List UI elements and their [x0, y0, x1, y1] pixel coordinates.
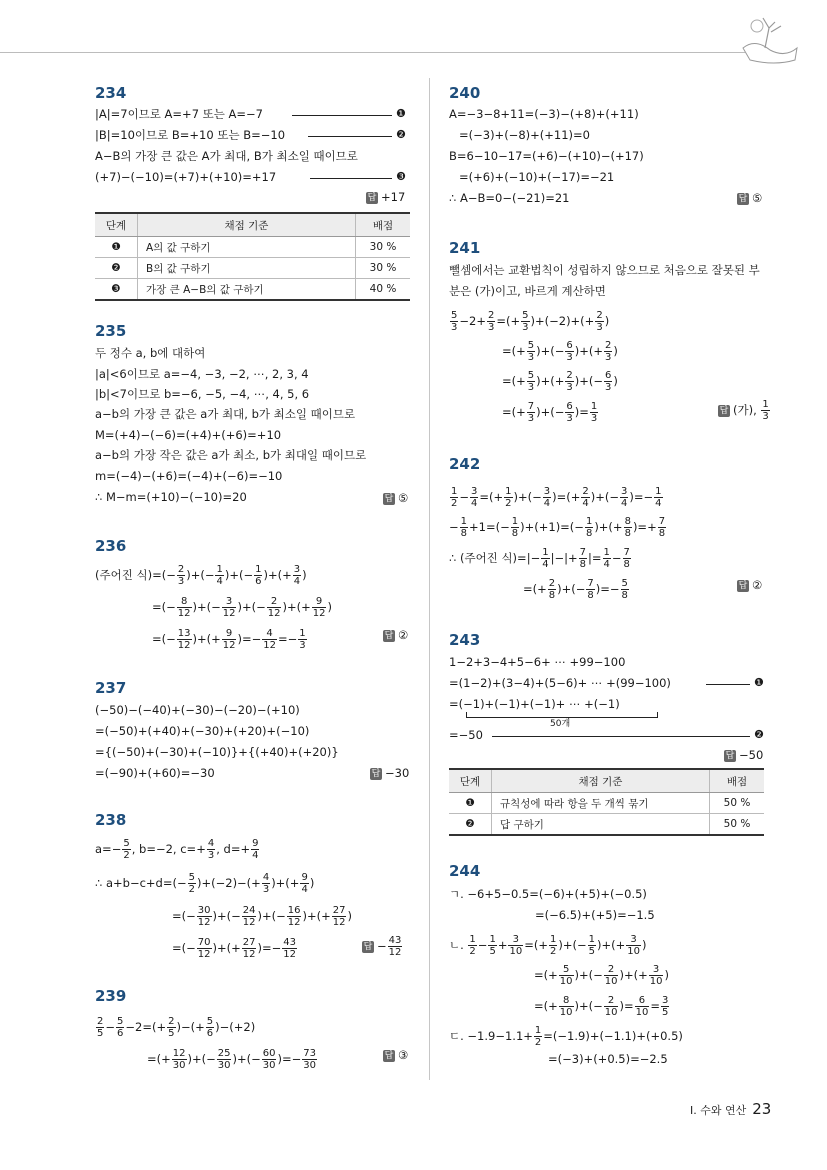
answer-badge: 답 — [738, 193, 748, 204]
fraction: $\frac{1}{4}$ — [655, 486, 662, 509]
math-line: $\frac{5}{3}$ −2+ $\frac{2}{3}$ =(+ $\frac{5}{3}$ )+(−2)+(+ $\frac{2}{3}$ ) — [451, 310, 610, 333]
answer-badge: 답 — [367, 192, 377, 203]
solution-line: a−b의 가장 작은 값은 a가 최소, b가 최대일 때이므로 — [95, 448, 367, 462]
table-header: 단계 — [449, 769, 492, 793]
fraction: $\frac{43}{12}$ — [283, 937, 296, 960]
step-marker-1: ❶ — [754, 676, 764, 689]
answer-242 — [737, 578, 762, 592]
column-divider — [429, 78, 430, 1080]
fraction: $\frac{6}{10}$ — [635, 995, 649, 1018]
fraction: $\frac{2}{3}$ — [605, 340, 612, 363]
fraction: $\frac{27}{12}$ — [242, 937, 256, 960]
math-line: − $\frac{1}{8}$ +1=(− $\frac{1}{8}$ )+(+1)=(− $\frac{1}{8}$ )+(+ $\frac{8}{8}$ )=+ $\frac{7}{8}$ — [449, 516, 666, 539]
fraction: $\frac{1}{3}$ — [762, 399, 769, 422]
solution-line: |B|=10이므로 B=+10 또는 B=−10 — [95, 128, 286, 142]
leader-line — [492, 736, 750, 737]
table-header: 배점 — [356, 213, 411, 237]
answer-value: +17 — [381, 190, 406, 204]
solution-line: ={(−50)+(−30)+(−10)}+{(+40)+(+20)} — [95, 745, 339, 759]
answer-value: ② — [752, 578, 763, 592]
solution-line: =(−3)+(−8)+(+11)=0 — [459, 128, 590, 142]
page-footer — [690, 1100, 771, 1118]
problem-number-236: 236 — [95, 537, 127, 555]
answer-badge: 답 — [738, 580, 748, 591]
answer-badge: 답 — [719, 405, 729, 416]
problem-number-243: 243 — [449, 631, 481, 649]
math-line: ㄴ. $\frac{1}{2}$ − $\frac{1}{5}$ + $\frac{3}{10}$ =(+ $\frac{1}{2}$ )+(− $\frac{1}{5}$ )+(+ $\frac{3}{10}$ ) — [449, 934, 647, 957]
answer-234 — [366, 190, 405, 204]
fraction: $\frac{4}{3}$ — [262, 872, 270, 895]
fraction: $\frac{5}{6}$ — [117, 1016, 124, 1039]
fraction: $\frac{27}{12}$ — [332, 905, 346, 928]
solution-line: ∴ A−B=0−(−21)=21 — [449, 191, 570, 205]
leader-line — [310, 178, 392, 179]
fraction: $\frac{1}{2}$ — [549, 934, 557, 957]
solution-line: 뺄셈에서는 교환법칙이 성립하지 않으므로 처음으로 잘못된 부 — [449, 263, 760, 277]
fraction: $\frac{2}{3}$ — [566, 370, 573, 393]
math-line: =(− $\frac{30}{12}$ )+(− $\frac{24}{12}$ )+(− $\frac{16}{12}$ )+(+ $\frac{27}{12}$ ) — [172, 905, 352, 928]
fraction: $\frac{5}{6}$ — [206, 1016, 214, 1039]
fraction: $\frac{8}{12}$ — [177, 596, 191, 619]
fraction: $\frac{1}{3}$ — [590, 401, 598, 424]
fraction: $\frac{12}{30}$ — [172, 1048, 186, 1071]
answer-badge: 답 — [384, 630, 394, 641]
fraction: $\frac{7}{8}$ — [658, 516, 666, 539]
fraction: $\frac{5}{3}$ — [522, 310, 529, 333]
answer-badge: 답 — [725, 750, 735, 761]
fraction: $\frac{5}{2}$ — [188, 872, 195, 895]
math-line: =(− $\frac{8}{12}$ )+(− $\frac{3}{12}$ )+(− $\frac{2}{12}$ )+(+ $\frac{9}{12}$ ) — [152, 596, 332, 619]
solution-line: =(−3)+(+0.5)=−2.5 — [548, 1052, 668, 1066]
fraction: $\frac{5}{3}$ — [451, 310, 458, 333]
solution-line: ㄱ. −6+5−0.5=(−6)+(+5)+(−0.5) — [449, 887, 647, 901]
solution-line: B=6−10−17=(+6)−(+10)−(+17) — [449, 149, 644, 163]
fraction: $\frac{6}{3}$ — [566, 340, 573, 363]
answer-value: ⑤ — [398, 491, 409, 505]
fraction: $\frac{4}{3}$ — [207, 838, 215, 861]
fraction: $\frac{5}{8}$ — [621, 578, 628, 601]
solution-line: |b|<7이므로 b=−6, −5, −4, ⋯, 4, 5, 6 — [95, 387, 310, 401]
solution-line: (+7)−(−10)=(+7)+(+10)=+17 — [95, 170, 277, 184]
math-line: (주어진 식)=(− $\frac{2}{3}$ )+(− $\frac{1}{4}$ )+(− $\frac{1}{6}$ )+(+ $\frac{3}{4}$ ) — [95, 564, 307, 587]
brace-label: 50개 — [550, 719, 571, 729]
answer-237 — [370, 766, 409, 780]
fraction: $\frac{3}{4}$ — [543, 486, 551, 509]
fraction: $\frac{3}{4}$ — [293, 564, 301, 587]
table-header: 채점 기준 — [138, 213, 356, 237]
fraction: $\frac{6}{3}$ — [566, 401, 573, 424]
solution-line: 분은 (가)이고, 바르게 계산하면 — [449, 284, 606, 298]
fraction: $\frac{3}{5}$ — [661, 995, 669, 1018]
step-marker-1: ❶ — [396, 107, 406, 120]
math-line: =(+ $\frac{7}{3}$ )+(− $\frac{6}{3}$ )= $\frac{1}{3}$ — [502, 401, 598, 424]
answer-239 — [383, 1048, 408, 1062]
answer-value: ⑤ — [752, 191, 763, 205]
fraction: $\frac{1}{2}$ — [505, 486, 512, 509]
answer-243 — [724, 748, 763, 762]
solution-line: A−B의 가장 큰 값은 A가 최대, B가 최소일 때이므로 — [95, 149, 358, 163]
step-marker-2: ❷ — [396, 128, 406, 141]
solution-line: =(1−2)+(3−4)+(5−6)+ ⋯ +(99−100) — [449, 676, 671, 690]
answer-235 — [383, 491, 408, 505]
answer-238 — [362, 935, 403, 958]
math-line: $\frac{2}{5}$ − $\frac{5}{6}$ −2=(+ $\frac{2}{5}$ )−(+ $\frac{5}{6}$ )−(+2) — [97, 1016, 256, 1039]
math-line: $\frac{1}{2}$ − $\frac{3}{4}$ =(+ $\frac{1}{2}$ )+(− $\frac{3}{4}$ )=(+ $\frac{2}{4}$ )+(− $\frac{3}{4}$ )=− $\frac{1}{4}$ — [451, 486, 662, 509]
table-row: ❶ 규칙성에 따라 항을 두 개씩 묶기 50 % — [449, 793, 764, 814]
fraction: $\frac{7}{8}$ — [623, 547, 630, 570]
solution-line: 두 정수 a, b에 대하여 — [95, 346, 206, 360]
fraction: $\frac{2}{3}$ — [487, 310, 495, 333]
fraction: $\frac{3}{4}$ — [471, 486, 478, 509]
grading-table-234 — [95, 212, 410, 301]
fraction: $\frac{2}{10}$ — [604, 995, 618, 1018]
fraction: $\frac{5}{3}$ — [527, 370, 535, 393]
fraction: $\frac{5}{10}$ — [559, 964, 573, 987]
fraction: $\frac{5}{2}$ — [123, 838, 130, 861]
answer-240 — [737, 191, 762, 205]
answer-badge: 답 — [384, 493, 394, 504]
fraction: $\frac{2}{3}$ — [596, 310, 603, 333]
fraction: $\frac{1}{2}$ — [534, 1025, 542, 1048]
fraction: $\frac{70}{12}$ — [197, 937, 211, 960]
corner-illustration-icon — [735, 8, 805, 68]
fraction: $\frac{30}{12}$ — [197, 905, 211, 928]
solution-line: 1−2+3−4+5−6+ ⋯ +99−100 — [449, 655, 626, 669]
answer-badge: 답 — [384, 1050, 394, 1061]
fraction: $\frac{9}{12}$ — [312, 596, 326, 619]
leader-line — [706, 684, 750, 685]
fraction: $\frac{1}{8}$ — [460, 516, 468, 539]
fraction: $\frac{1}{2}$ — [451, 486, 458, 509]
fraction: $\frac{8}{8}$ — [624, 516, 631, 539]
math-line: =(+ $\frac{5}{3}$ )+(− $\frac{6}{3}$ )+(+ $\frac{2}{3}$ ) — [502, 340, 618, 363]
answer-241 — [718, 399, 771, 422]
table-header: 배점 — [710, 769, 765, 793]
fraction: $\frac{24}{12}$ — [242, 905, 256, 928]
fraction: $\frac{1}{4}$ — [603, 547, 610, 570]
grading-table-243 — [449, 768, 764, 836]
answer-badge: 답 — [363, 941, 373, 952]
problem-number-242: 242 — [449, 455, 481, 473]
fraction: $\frac{43}{12}$ — [388, 935, 402, 958]
fraction: $\frac{9}{4}$ — [301, 872, 308, 895]
fraction: $\frac{2}{12}$ — [267, 596, 281, 619]
problem-number-241: 241 — [449, 239, 481, 257]
solution-line: m=(−4)−(+6)=(−4)+(−6)=−10 — [95, 469, 283, 483]
table-header: 단계 — [95, 213, 138, 237]
math-line: =(+ $\frac{5}{10}$ )+(− $\frac{2}{10}$ )+(+ $\frac{3}{10}$ ) — [534, 964, 669, 987]
fraction: $\frac{1}{8}$ — [585, 516, 593, 539]
fraction: $\frac{25}{30}$ — [217, 1048, 231, 1071]
fraction: $\frac{9}{4}$ — [252, 838, 259, 861]
fraction: $\frac{1}{2}$ — [469, 934, 476, 957]
fraction: $\frac{1}{4}$ — [542, 547, 549, 570]
fraction: $\frac{3}{12}$ — [222, 596, 236, 619]
math-line: ∴ a+b−c+d=(− $\frac{5}{2}$ )+(−2)−(+ $\frac{4}{3}$ )+(+ $\frac{9}{4}$ ) — [95, 872, 315, 895]
step-marker-3: ❸ — [396, 170, 406, 183]
problem-number-234: 234 — [95, 84, 127, 102]
answer-value: (가), — [733, 403, 757, 417]
table-row: ❷ 답 구하기 50 % — [449, 814, 764, 836]
solution-line: =(−1)+(−1)+(−1)+ ⋯ +(−1) — [449, 697, 620, 711]
math-line: ∴ (주어진 식)=|− $\frac{1}{4}$ |−|+ $\frac{7}{8}$ |= $\frac{1}{4}$ − $\frac{7}{8}$ — [449, 547, 630, 570]
problem-number-240: 240 — [449, 84, 481, 102]
fraction: $\frac{3}{10}$ — [627, 934, 640, 957]
math-line: =(+ $\frac{12}{30}$ )+(− $\frac{25}{30}$ )+(− $\frac{60}{30}$ )=− $\frac{73}{30}$ — [147, 1048, 316, 1071]
math-line: =(+ $\frac{8}{10}$ )+(− $\frac{2}{10}$ )= $\frac{6}{10}$ = $\frac{3}{5}$ — [534, 995, 669, 1018]
fraction: $\frac{2}{8}$ — [548, 578, 556, 601]
fraction: $\frac{1}{5}$ — [489, 934, 496, 957]
fraction: $\frac{8}{10}$ — [559, 995, 573, 1018]
problem-number-237: 237 — [95, 679, 127, 697]
solution-line: =(−90)+(+60)=−30 — [95, 766, 215, 780]
fraction: $\frac{13}{12}$ — [177, 628, 191, 651]
header-rule — [0, 52, 745, 53]
math-line: =(+ $\frac{5}{3}$ )+(+ $\frac{2}{3}$ )+(− $\frac{6}{3}$ ) — [502, 370, 618, 393]
solution-line: |A|=7이므로 A=+7 또는 A=−7 — [95, 107, 263, 121]
math-line: =(− $\frac{70}{12}$ )+(+ $\frac{27}{12}$ )=− $\frac{43}{12}$ — [172, 937, 296, 960]
fraction: $\frac{5}{3}$ — [527, 340, 535, 363]
fraction: $\frac{6}{3}$ — [605, 370, 612, 393]
fraction: $\frac{73}{30}$ — [303, 1048, 316, 1071]
table-row: ❸ 가장 큰 A−B의 값 구하기 40 % — [95, 279, 410, 301]
answer-value: ③ — [398, 1048, 409, 1062]
math-line: ㄷ. −1.9−1.1+ $\frac{1}{2}$ =(−1.9)+(−1.1)+(+0.5) — [449, 1025, 683, 1048]
answer-236 — [383, 628, 408, 642]
problem-number-239: 239 — [95, 987, 127, 1005]
page-number: 23 — [752, 1100, 772, 1118]
fraction: $\frac{2}{5}$ — [97, 1016, 104, 1039]
solution-line: M=(+4)−(−6)=(+4)+(+6)=+10 — [95, 428, 282, 442]
answer-value: ② — [398, 628, 409, 642]
fraction: $\frac{2}{5}$ — [168, 1016, 175, 1039]
leader-line — [308, 136, 392, 137]
problem-number-238: 238 — [95, 811, 127, 829]
fraction: $\frac{1}{3}$ — [299, 628, 306, 651]
table-row: ❷ B의 값 구하기 30 % — [95, 258, 410, 279]
answer-value: −50 — [739, 748, 764, 762]
solution-line: A=−3−8+11=(−3)−(+8)+(+11) — [449, 107, 639, 121]
fraction: $\frac{3}{10}$ — [509, 934, 523, 957]
solution-line: |a|<6이므로 a=−4, −3, −2, ⋯, 2, 3, 4 — [95, 367, 309, 381]
fraction: $\frac{1}{8}$ — [511, 516, 519, 539]
math-line: =(+ $\frac{2}{8}$ )+(− $\frac{7}{8}$ )=− $\frac{5}{8}$ — [523, 578, 628, 601]
problem-number-235: 235 — [95, 322, 127, 340]
fraction: $\frac{4}{12}$ — [263, 628, 276, 651]
fraction: $\frac{1}{4}$ — [216, 564, 223, 587]
solution-line: ∴ M−m=(+10)−(−10)=20 — [95, 490, 247, 504]
solution-line: =(+6)+(−10)+(−17)=−21 — [459, 170, 615, 184]
fraction: $\frac{16}{12}$ — [287, 905, 301, 928]
chapter-label: Ⅰ. 수와 연산 — [690, 1104, 747, 1117]
answer-badge: 답 — [371, 768, 381, 779]
fraction: $\frac{1}{5}$ — [588, 934, 595, 957]
fraction: $\frac{7}{3}$ — [527, 401, 535, 424]
solution-line: (−50)−(−40)+(−30)−(−20)−(+10) — [95, 703, 300, 717]
fraction: $\frac{2}{4}$ — [582, 486, 589, 509]
math-line: a=− $\frac{5}{2}$ , b=−2, c=+ $\frac{4}{3}$ , d=+ $\frac{9}{4}$ — [95, 838, 259, 861]
fraction: $\frac{2}{3}$ — [177, 564, 185, 587]
fraction: $\frac{7}{8}$ — [579, 547, 586, 570]
fraction: $\frac{3}{4}$ — [621, 486, 628, 509]
problem-number-244: 244 — [449, 862, 481, 880]
step-marker-2: ❷ — [754, 728, 764, 741]
fraction: $\frac{60}{30}$ — [262, 1048, 276, 1071]
fraction: $\frac{9}{12}$ — [222, 628, 236, 651]
solution-line: =(−6.5)+(+5)=−1.5 — [535, 908, 655, 922]
answer-value: −30 — [385, 766, 410, 780]
math-line: =(− $\frac{13}{12}$ )+(+ $\frac{9}{12}$ )=− $\frac{4}{12}$ =− $\frac{1}{3}$ — [152, 628, 306, 651]
leader-line — [292, 115, 392, 116]
table-row: ❶ A의 값 구하기 30 % — [95, 237, 410, 258]
solution-line: =(−50)+(+40)+(−30)+(+20)+(−10) — [95, 724, 310, 738]
fraction: $\frac{2}{10}$ — [604, 964, 618, 987]
fraction: $\frac{3}{10}$ — [649, 964, 663, 987]
fraction: $\frac{1}{6}$ — [255, 564, 262, 587]
fraction: $\frac{7}{8}$ — [587, 578, 594, 601]
answer-value: − $\frac{43}{12}$ — [377, 935, 402, 958]
solution-line: a−b의 가장 큰 값은 a가 최대, b가 최소일 때이므로 — [95, 407, 356, 421]
solution-line: =−50 — [449, 728, 483, 742]
table-header: 채점 기준 — [492, 769, 710, 793]
